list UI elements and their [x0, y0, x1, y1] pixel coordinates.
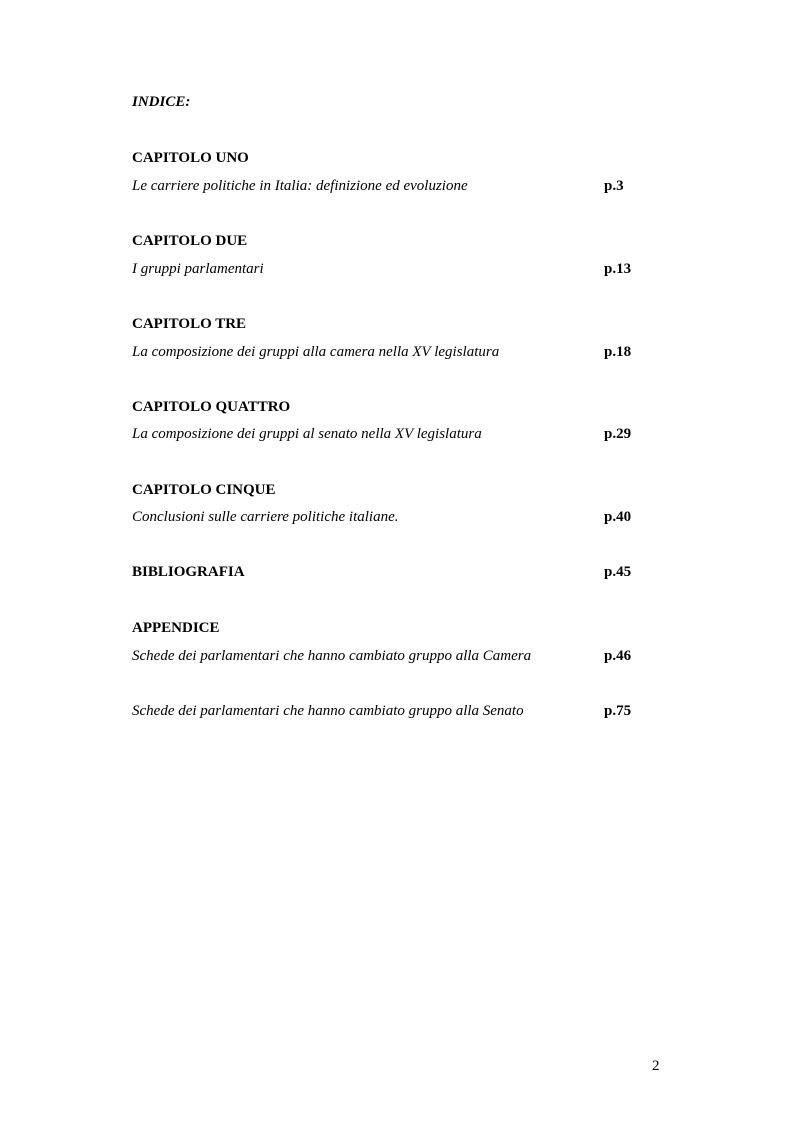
appendix-item-page-ref: p.46 — [604, 648, 632, 664]
appendix-item-title: Schede dei parlamentari che hanno cambiato gruppo alla Senato — [132, 703, 524, 719]
bibliography-heading: BIBLIOGRAFIA — [132, 564, 245, 580]
chapter-title: Le carriere politiche in Italia: definizione ed evoluzione — [132, 178, 468, 194]
chapter-title: La composizione dei gruppi al senato nella XV legislatura — [132, 426, 482, 442]
chapter-page-ref: p.13 — [604, 261, 632, 277]
appendix-heading: APPENDICE — [132, 620, 220, 636]
page-number: 2 — [652, 1058, 660, 1074]
chapter-page-ref: p.40 — [604, 509, 632, 525]
bibliography-page-ref: p.45 — [604, 564, 632, 580]
chapter-heading: CAPITOLO CINQUE — [132, 482, 276, 498]
chapter-page-ref: p.18 — [604, 344, 632, 360]
index-title: INDICE: — [132, 94, 191, 110]
chapter-page-ref: p.29 — [604, 426, 632, 442]
chapter-heading: CAPITOLO DUE — [132, 233, 248, 249]
chapter-heading: CAPITOLO TRE — [132, 316, 247, 332]
chapter-title: Conclusioni sulle carriere politiche italiane. — [132, 509, 399, 525]
chapter-title: La composizione dei gruppi alla camera nella XV legislatura — [132, 344, 500, 360]
chapter-page-ref: p.3 — [604, 178, 624, 194]
chapter-heading: CAPITOLO QUATTRO — [132, 399, 291, 415]
appendix-item-title: Schede dei parlamentari che hanno cambiato gruppo alla Camera — [132, 648, 532, 664]
appendix-item-page-ref: p.75 — [604, 703, 632, 719]
chapter-title: I gruppi parlamentari — [132, 261, 264, 277]
chapter-heading: CAPITOLO UNO — [132, 150, 249, 166]
